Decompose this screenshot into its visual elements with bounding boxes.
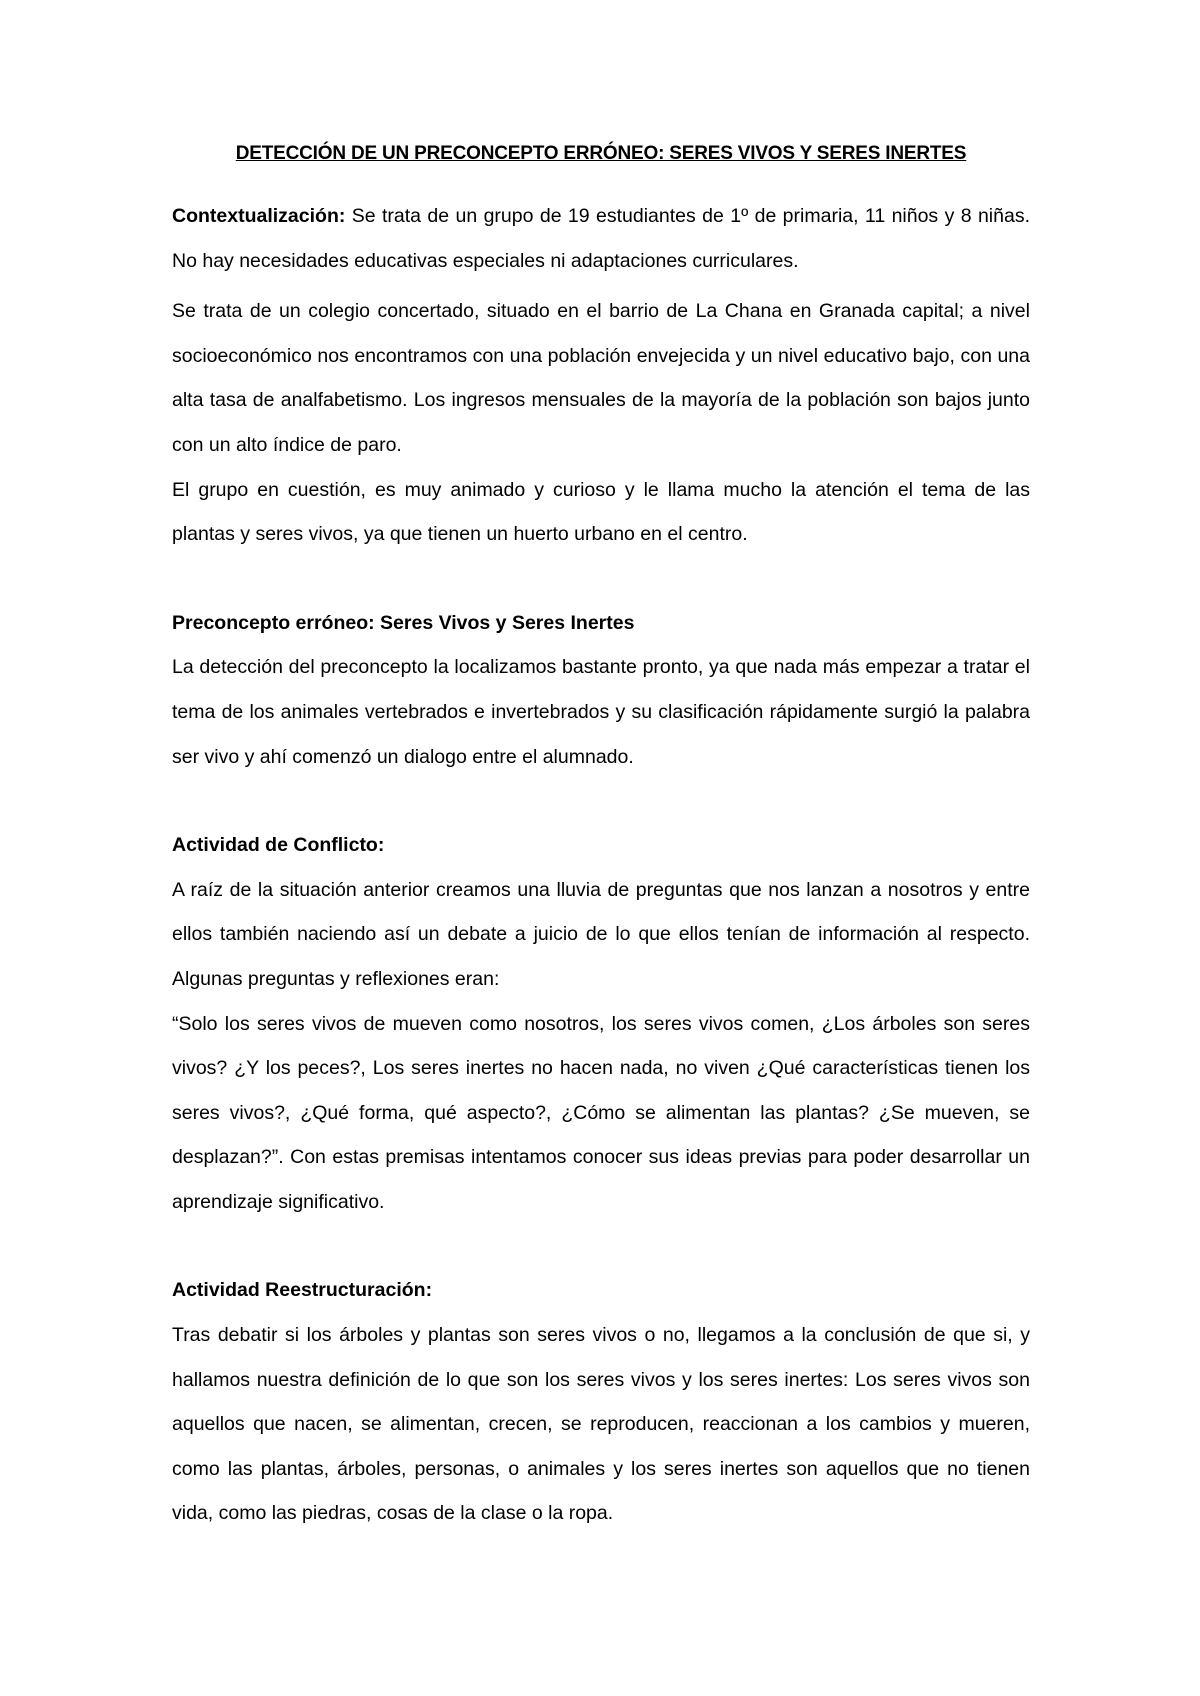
spacer: [172, 1224, 1030, 1268]
conflict-paragraph: A raíz de la situación anterior creamos una lluvia de preguntas que nos lanzan a nosotros y entre ellos también naciendo así un debate a juicio de lo que ellos tenían de información al respecto. Algunas preguntas y reflexiones eran:: [172, 878, 1030, 990]
context-paragraph: [172, 194, 1030, 283]
document-title: DETECCIÓN DE UN PRECONCEPTO ERRÓNEO: SERES VIVOS Y SERES INERTES: [235, 143, 967, 164]
school-paragraph: Se trata de un colegio concertado, situado en el barrio de La Chana en Granada capital; a nivel socioeconómico nos encontramos con una población envejecida y un nivel educativo bajo, con una alta tasa de analfabetismo. Los ingresos mensuales de la mayoría de la población son bajos junto con un alto índice de paro.: [172, 300, 1030, 456]
spacer: [172, 557, 1030, 601]
conflict-quote-paragraph: “Solo los seres vivos de mueven como nosotros, los seres vivos comen, ¿Los árboles son seres vivos? ¿Y los peces?, Los seres inertes no hacen nada, no viven ¿Qué características tienen los seres vivos?, ¿Qué forma, qué aspecto?, ¿Cómo se alimentan las plantas? ¿Se mueven, se desplazan?”. Con estas premisas intentamos conocer sus ideas previas para poder desarrollar un aprendizaje significativo.: [172, 1012, 1030, 1213]
preconcept-heading: Preconcepto erróneo: Seres Vivos y Seres Inertes: [172, 611, 635, 634]
context-text: Se trata de un grupo de 19 estudiantes de 1º de primaria, 11 niños y 8 niñas. No hay necesidades educativas especiales ni adaptaciones curriculares.: [172, 205, 1030, 272]
conflict-heading: Actividad de Conflicto:: [172, 834, 385, 857]
restructuring-heading: Actividad Reestructuración:: [172, 1279, 433, 1302]
document-page: [172, 140, 1030, 1536]
context-label: Contextualización:: [172, 205, 346, 227]
spacer: [172, 779, 1030, 823]
preconcept-paragraph: La detección del preconcepto la localizamos bastante pronto, ya que nada más empezar a tratar el tema de los animales vertebrados e invertebrados y su clasificación rápidamente surgió la palabra ser vivo y ahí comenzó un dialogo entre el alumnado.: [172, 656, 1030, 768]
group-paragraph: El grupo en cuestión, es muy animado y curioso y le llama mucho la atención el tema de las plantas y seres vivos, ya que tienen un huerto urbano en el centro.: [172, 478, 1030, 546]
restructuring-paragraph: Tras debatir si los árboles y plantas son seres vivos o no, llegamos a la conclusión de que si, y hallamos nuestra definición de lo que son los seres vivos y los seres inertes: Los seres vivos son aquellos que nacen, se alimentan, crecen, se reproducen, reaccionan a los cambios y mueren, como las plantas, árboles, personas, o animales y los seres inertes son aquellos que no tienen vida, como las piedras, cosas de la clase o la ropa.: [172, 1324, 1030, 1525]
